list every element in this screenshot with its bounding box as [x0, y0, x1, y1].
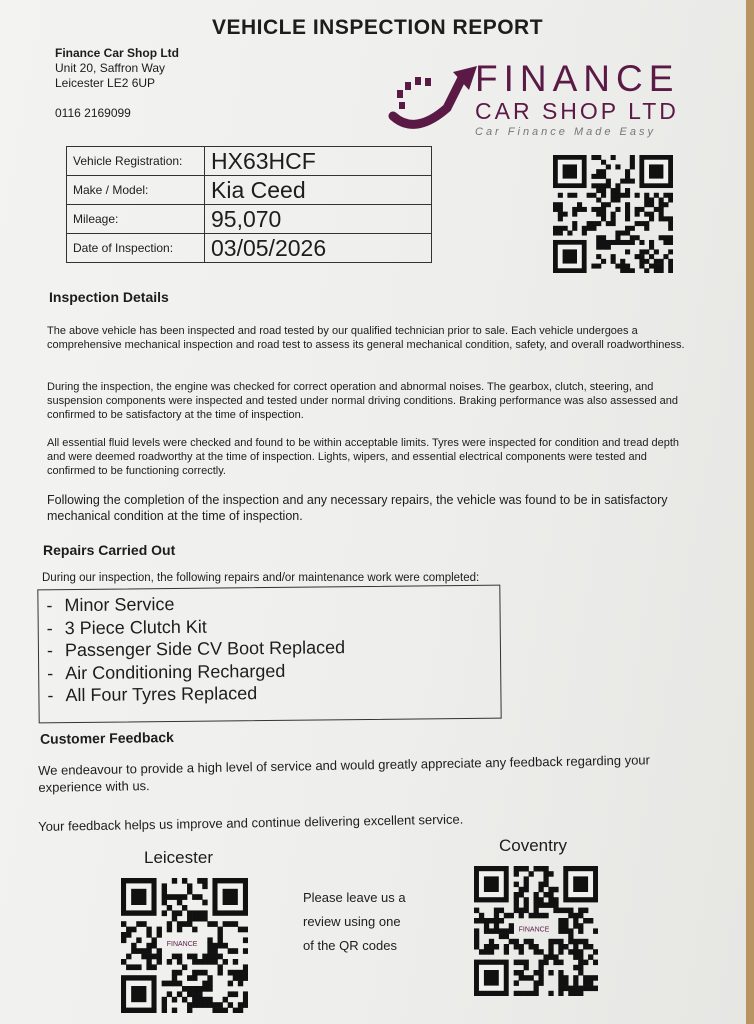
repair-item: 3 Piece Clutch Kit — [64, 616, 207, 638]
leicester-label: Leicester — [144, 848, 213, 867]
inspection-date-label: Date of Inspection: — [67, 234, 205, 263]
logo-arrow-icon — [385, 64, 480, 134]
leicester-qr-code-icon[interactable] — [121, 878, 248, 1013]
qr-logo-text: FINANCE — [518, 926, 550, 934]
make-model-label: Make / Model: — [67, 176, 205, 205]
repairs-heading: Repairs Carried Out — [43, 542, 176, 558]
feedback-paragraph: Your feedback helps us improve and continue delivering excellent service. — [38, 811, 464, 834]
company-phone: 0116 2169099 — [55, 106, 131, 120]
inspection-paragraph: Following the completion of the inspection and any necessary repairs, the vehicle was found to be in satisfactory mechanical condition at the time of inspection. — [47, 493, 668, 523]
repair-item: Passenger Side CV Boot Replaced — [64, 637, 346, 661]
address-line1: Unit 20, Saffron Way — [55, 61, 166, 75]
vehicle-registration-label: Vehicle Registration: — [67, 147, 205, 176]
page-title: VEHICLE INSPECTION REPORT — [212, 16, 544, 39]
repairs-list-box — [37, 585, 501, 724]
review-line: review using one — [303, 914, 401, 929]
make-model-value: Kia Ceed — [205, 176, 432, 205]
logo-line1: FINANCE — [475, 58, 680, 99]
logo-line2: CAR SHOP LTD — [475, 98, 679, 124]
address-line2: Leicester LE2 6UP — [55, 76, 156, 90]
list-item: - Passenger Side CV Boot Replaced — [46, 637, 346, 661]
mileage-value: 95,070 — [205, 205, 432, 234]
feedback-paragraph: We endeavour to provide a high level of service and would greatly appreciate any feedback regarding your experience with us. — [38, 752, 651, 795]
table-row — [67, 147, 432, 176]
inspection-paragraph: All essential fluid levels were checked and found to be within acceptable limits. Tyres were inspected for condition and tread depth and were deemed roadworthy at the time of inspection. Lights, wipers, and essential electrical components were tested and confirmed to be functioning correctly. — [47, 437, 680, 477]
review-line: of the QR codes — [303, 938, 397, 953]
table-row — [67, 234, 432, 263]
repair-item: Minor Service — [64, 593, 175, 616]
mileage-label: Mileage: — [67, 205, 205, 234]
review-line: Please leave us a — [303, 890, 406, 905]
company-logo — [385, 58, 680, 144]
feedback-heading: Customer Feedback — [39, 729, 174, 747]
company-name: Finance Car Shop Ltd — [55, 46, 180, 60]
table-edge — [746, 0, 754, 1024]
vehicle-details-table — [66, 146, 432, 263]
repairs-intro: During our inspection, the following repairs and/or maintenance work were completed: — [42, 572, 480, 584]
table-row — [67, 205, 432, 234]
inspection-details-heading: Inspection Details — [49, 289, 169, 305]
review-instructions — [303, 886, 406, 958]
coventry-label: Coventry — [499, 836, 568, 855]
inspection-paragraph: The above vehicle has been inspected and road tested by our qualified technician prior to sale. Each vehicle undergoes a comprehensive mechanical inspection and road test to assess its general mechanical condition, safety, and overall roadworthiness. — [47, 325, 685, 351]
list-item: - 3 Piece Clutch Kit — [46, 616, 207, 638]
list-item: - Air Conditioning Recharged — [47, 660, 286, 683]
company-address — [55, 46, 179, 91]
inspection-paragraph: During the inspection, the engine was checked for correct operation and abnormal noises. The gearbox, clutch, steering, and suspension components were inspected and tested under normal driving conditions. Braking performance was also assessed and confirmed to be satisfactory at the time of inspection. — [47, 381, 679, 421]
list-item: - Minor Service — [46, 593, 175, 616]
header-qr-code-icon[interactable] — [553, 155, 673, 273]
repair-item: All Four Tyres Replaced — [65, 683, 258, 706]
inspection-date-value: 03/05/2026 — [205, 234, 432, 263]
list-item: - All Four Tyres Replaced — [47, 683, 258, 706]
vehicle-registration-value: HX63HCF — [205, 147, 432, 176]
coventry-qr-code-icon[interactable] — [474, 866, 598, 996]
qr-logo-text: FINANCE — [166, 941, 198, 949]
repair-item: Air Conditioning Recharged — [65, 660, 286, 683]
logo-tagline: Car Finance Made Easy — [475, 126, 656, 138]
table-row — [67, 176, 432, 205]
